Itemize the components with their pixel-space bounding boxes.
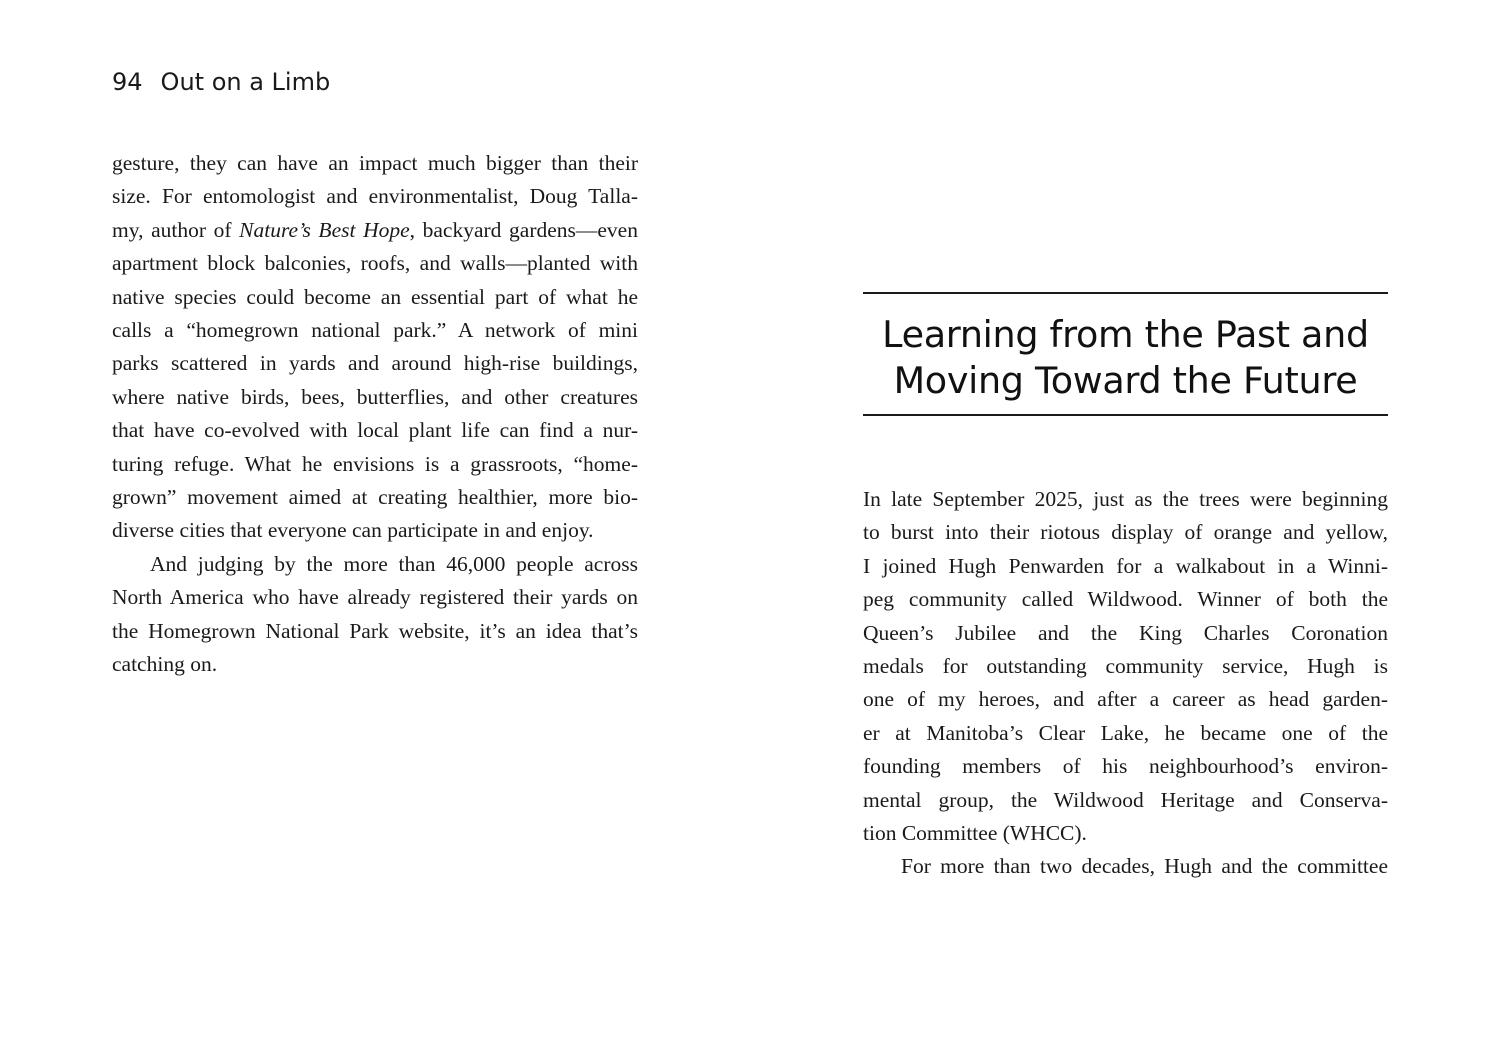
text-line: that have co-evolved with local plant life can find a nur-	[112, 418, 638, 443]
text-line: grown” movement aimed at creating healthier, more bio-	[112, 485, 638, 510]
text-line: founding members of his neighbourhood’s environ-	[863, 754, 1388, 779]
text-line: peg community called Wildwood. Winner of both the	[863, 587, 1388, 612]
text-line: Queen’s Jubilee and the King Charles Coronation	[863, 620, 1388, 645]
paragraph	[112, 548, 638, 682]
page-number: 94	[112, 68, 143, 96]
text-line: For more than two decades, Hugh and the committee	[901, 854, 1388, 879]
text-line: er at Manitoba’s Clear Lake, he became one of the	[863, 720, 1388, 745]
book-title: Nature’s Best Hope	[239, 217, 410, 242]
text-line: gesture, they can have an impact much bigger than their	[112, 151, 638, 175]
text-line: In late September 2025, just as the trees were beginning	[863, 487, 1388, 511]
text-line: native species could become an essential part of what he	[112, 284, 638, 309]
right-body-text	[863, 483, 1388, 884]
text-run: my, author of	[112, 217, 240, 242]
paragraph	[863, 850, 1388, 883]
text-line: turing refuge. What he envisions is a grassroots, “home-	[112, 451, 638, 476]
section-title	[863, 312, 1388, 404]
left-body-text	[112, 147, 638, 682]
section-heading	[863, 292, 1388, 416]
text-line: parks scattered in yards and around high-rise buildings,	[112, 351, 638, 376]
text-line: mental group, the Wildwood Heritage and Conserva-	[863, 787, 1388, 812]
text-line: where native birds, bees, butterflies, and other creatures	[112, 384, 638, 409]
text-line: North America who have already registered their yards on	[112, 585, 638, 610]
text-line: size. For entomologist and environmentalist, Doug Talla-	[112, 184, 638, 209]
text-line: catching on.	[112, 652, 218, 677]
paragraph	[112, 147, 638, 548]
running-head	[112, 66, 330, 98]
right-page	[750, 0, 1500, 1050]
text-line: the Homegrown National Park website, it’s an idea that’s	[112, 618, 638, 643]
text-line: I joined Hugh Penwarden for a walkabout in a Winni-	[863, 553, 1388, 578]
text-line: diverse cities that everyone can participate in and enjoy.	[112, 518, 594, 543]
text-run: , backyard gardens—even	[409, 217, 638, 242]
text-line: tion Committee (WHCC).	[863, 821, 1087, 846]
text-line: calls a “homegrown national park.” A network of mini	[112, 318, 638, 343]
text-line: to burst into their riotous display of orange and yellow,	[863, 520, 1388, 545]
running-title: Out on a Limb	[160, 68, 331, 96]
text-line	[112, 214, 638, 247]
text-line: apartment block balconies, roofs, and walls—planted with	[112, 251, 638, 276]
text-line: one of my heroes, and after a career as head garden-	[863, 687, 1388, 712]
section-title-line: Moving Toward the Future	[893, 359, 1358, 402]
text-line: And judging by the more than 46,000 people across	[150, 551, 638, 576]
section-title-line: Learning from the Past and	[882, 313, 1369, 356]
paragraph	[863, 483, 1388, 850]
text-line: medals for outstanding community service, Hugh is	[863, 654, 1388, 679]
